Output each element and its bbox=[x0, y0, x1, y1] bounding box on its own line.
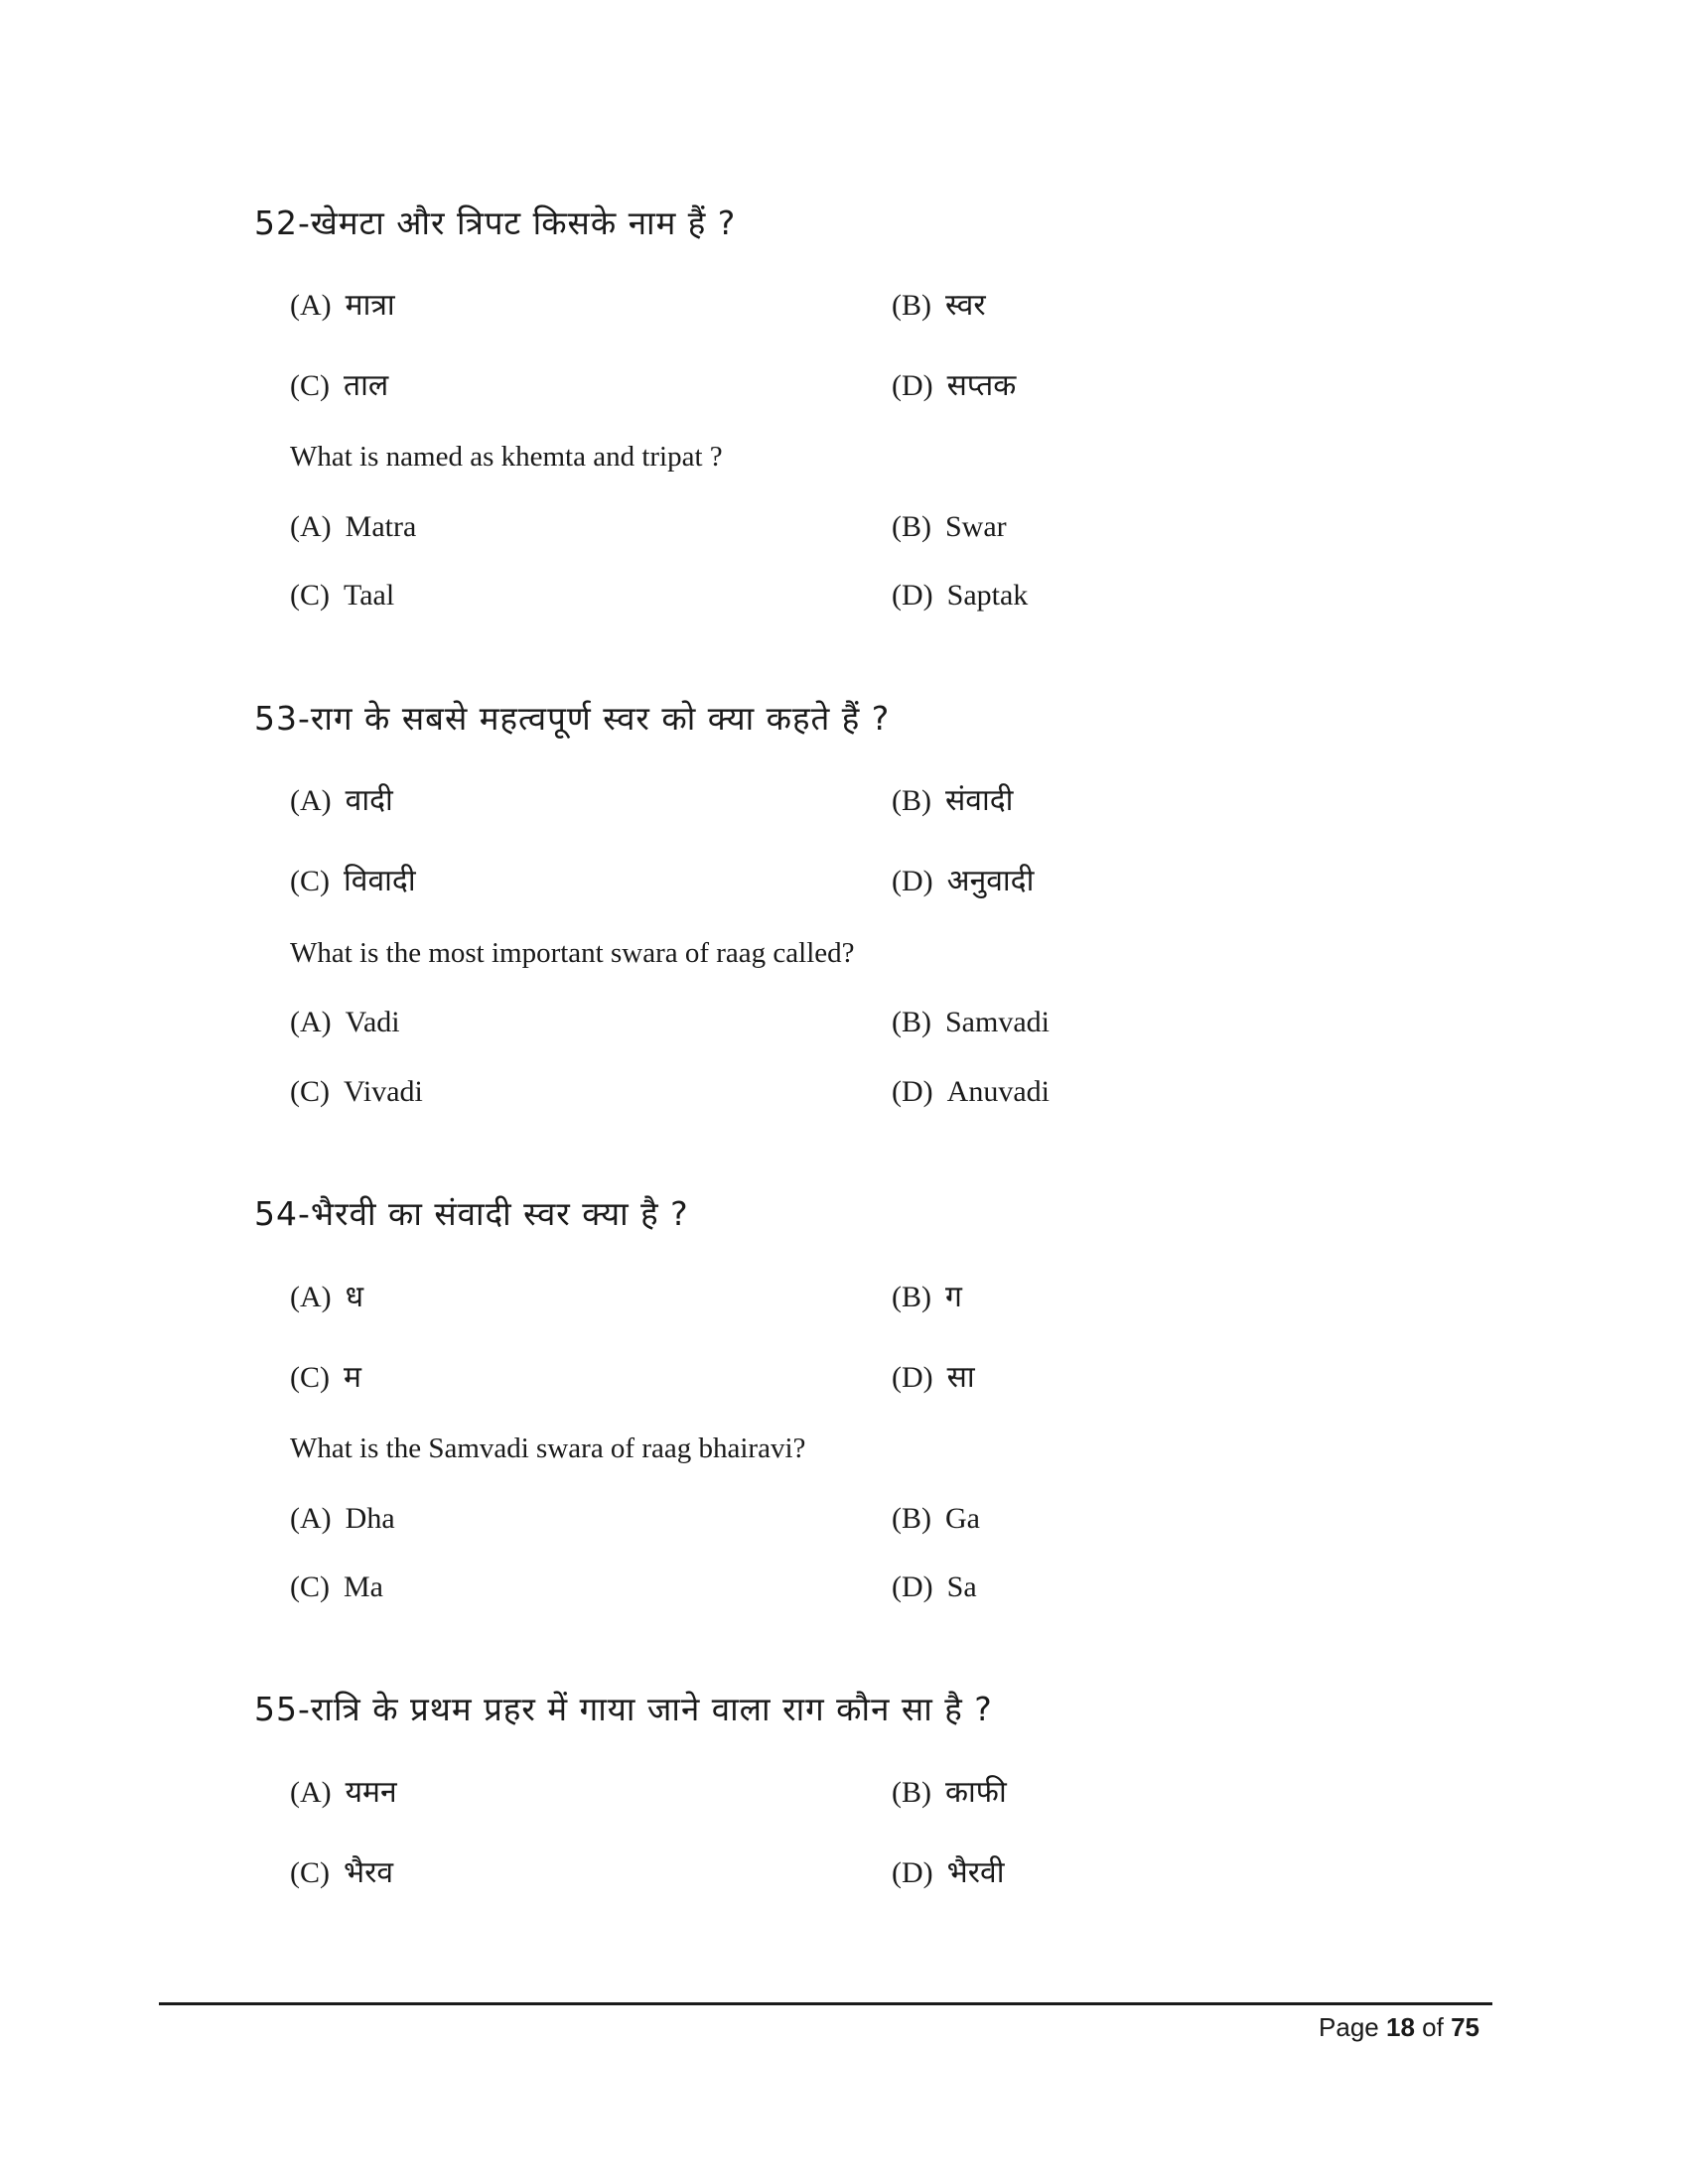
question-53-hindi: 53-राग के सबसे महत्वपूर्ण स्वर को क्या कहते हैं ? bbox=[254, 699, 891, 738]
option-letter: (A) bbox=[290, 289, 332, 322]
question-53-hindi-option-b bbox=[892, 778, 1013, 819]
page-number bbox=[1319, 2012, 1479, 2043]
option-letter: (A) bbox=[290, 1502, 332, 1535]
option-letter: (C) bbox=[290, 1856, 330, 1889]
option-letter: (B) bbox=[892, 1502, 931, 1535]
option-letter: (D) bbox=[892, 1570, 933, 1603]
option-letter: (C) bbox=[290, 369, 330, 402]
question-52-english-option-b bbox=[892, 509, 1007, 544]
option-text: भैरव bbox=[344, 1855, 394, 1890]
option-text: संवादी bbox=[945, 783, 1014, 818]
question-54-english-option-c bbox=[290, 1570, 383, 1604]
option-letter: (A) bbox=[290, 1281, 332, 1313]
question-54-english-option-d bbox=[892, 1570, 977, 1604]
option-text: Anuvadi bbox=[946, 1075, 1050, 1108]
question-53-english-option-b bbox=[892, 1005, 1050, 1039]
option-text: Taal bbox=[344, 579, 395, 612]
option-letter: (A) bbox=[290, 1776, 332, 1809]
option-letter: (C) bbox=[290, 1570, 330, 1603]
page-label: Page bbox=[1319, 2012, 1379, 2042]
question-52-english: What is named as khemta and tripat ? bbox=[290, 441, 723, 473]
question-53-english-option-a bbox=[290, 1005, 400, 1039]
option-text: Ga bbox=[945, 1502, 980, 1535]
option-text: Vadi bbox=[345, 1006, 400, 1038]
question-55-hindi-option-b bbox=[892, 1770, 1007, 1811]
option-letter: (D) bbox=[892, 1075, 933, 1108]
question-53-english-option-c bbox=[290, 1074, 423, 1109]
question-52-hindi-option-d bbox=[892, 363, 1016, 404]
option-text: Samvadi bbox=[945, 1006, 1050, 1038]
question-53-english-option-d bbox=[892, 1074, 1050, 1109]
option-text: ध bbox=[345, 1280, 364, 1314]
option-letter: (B) bbox=[892, 510, 931, 543]
option-text: ग bbox=[945, 1280, 962, 1314]
option-text: Dha bbox=[345, 1502, 395, 1535]
option-text: Swar bbox=[945, 510, 1007, 543]
question-52-hindi-option-a bbox=[290, 283, 395, 324]
option-letter: (D) bbox=[892, 1856, 933, 1889]
option-letter: (A) bbox=[290, 510, 332, 543]
question-54-hindi-option-d bbox=[892, 1355, 975, 1396]
option-text: काफी bbox=[945, 1775, 1007, 1810]
option-text: Matra bbox=[345, 510, 417, 543]
option-letter: (A) bbox=[290, 1006, 332, 1038]
option-letter: (B) bbox=[892, 1776, 931, 1809]
option-text: वादी bbox=[345, 783, 393, 818]
option-text: स्वर bbox=[945, 288, 986, 323]
option-letter: (D) bbox=[892, 369, 933, 402]
option-text: म bbox=[344, 1360, 361, 1395]
question-53-hindi-option-c bbox=[290, 859, 416, 899]
question-52-hindi-option-b bbox=[892, 283, 986, 324]
option-letter: (C) bbox=[290, 579, 330, 612]
question-53-hindi-option-d bbox=[892, 859, 1034, 899]
question-53-hindi-option-a bbox=[290, 778, 393, 819]
option-letter: (D) bbox=[892, 579, 933, 612]
option-text: ताल bbox=[344, 368, 389, 403]
question-54-english-option-b bbox=[892, 1501, 980, 1536]
option-text: Vivadi bbox=[344, 1075, 423, 1108]
question-52-hindi-option-c bbox=[290, 363, 388, 404]
option-text: भैरवी bbox=[946, 1855, 1005, 1890]
option-letter: (C) bbox=[290, 1361, 330, 1394]
option-letter: (A) bbox=[290, 784, 332, 817]
question-55-hindi-option-d bbox=[892, 1850, 1004, 1891]
question-52-english-option-d bbox=[892, 578, 1028, 613]
option-letter: (B) bbox=[892, 1281, 931, 1313]
option-letter: (B) bbox=[892, 1006, 931, 1038]
option-letter: (D) bbox=[892, 1361, 933, 1394]
question-54-hindi-option-c bbox=[290, 1355, 361, 1396]
question-54-hindi-option-b bbox=[892, 1275, 962, 1315]
option-text: सप्तक bbox=[946, 368, 1017, 403]
option-letter: (D) bbox=[892, 865, 933, 897]
option-text: विवादी bbox=[344, 864, 416, 898]
option-letter: (C) bbox=[290, 865, 330, 897]
question-52-english-option-c bbox=[290, 578, 394, 613]
question-55-hindi-option-c bbox=[290, 1850, 393, 1891]
option-letter: (B) bbox=[892, 289, 931, 322]
page-of: of bbox=[1422, 2012, 1444, 2042]
footer-divider bbox=[159, 2002, 1492, 2005]
question-54-english: What is the Samvadi swara of raag bhairavi? bbox=[290, 1433, 806, 1464]
question-54-hindi-option-a bbox=[290, 1275, 363, 1315]
question-55-hindi: 55-रात्रि के प्रथम प्रहर में गाया जाने वाला राग कौन सा है ? bbox=[254, 1690, 993, 1728]
option-text: सा bbox=[946, 1360, 975, 1395]
page-current: 18 bbox=[1386, 2012, 1415, 2042]
option-text: Sa bbox=[946, 1570, 977, 1603]
option-letter: (C) bbox=[290, 1075, 330, 1108]
option-text: अनुवादी bbox=[946, 864, 1035, 898]
option-text: यमन bbox=[345, 1775, 397, 1810]
question-53-english: What is the most important swara of raag called? bbox=[290, 937, 855, 969]
question-55-hindi-option-a bbox=[290, 1770, 397, 1811]
page-total: 75 bbox=[1451, 2012, 1479, 2042]
option-letter: (B) bbox=[892, 784, 931, 817]
option-text: मात्रा bbox=[345, 288, 395, 323]
option-text: Saptak bbox=[946, 579, 1029, 612]
question-52-english-option-a bbox=[290, 509, 416, 544]
question-52-hindi: 52-खेमटा और त्रिपट किसके नाम हैं ? bbox=[254, 204, 737, 242]
question-54-english-option-a bbox=[290, 1501, 395, 1536]
option-text: Ma bbox=[344, 1570, 383, 1603]
question-54-hindi: 54-भैरवी का संवादी स्वर क्या है ? bbox=[254, 1194, 689, 1233]
